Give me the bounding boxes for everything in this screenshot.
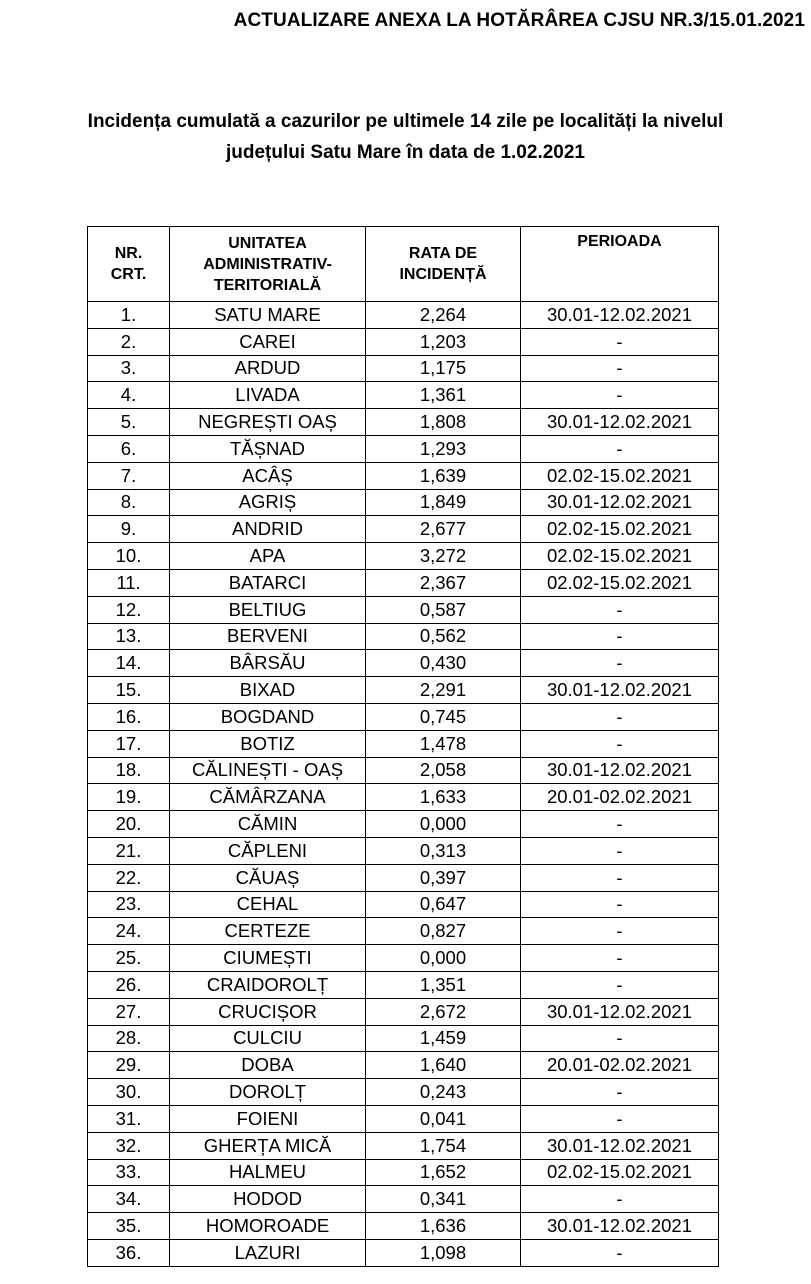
incidence-rate-cell: 1,640 <box>366 1052 521 1079</box>
unit-name-cell: CERTEZE <box>170 918 366 945</box>
row-number-cell: 25. <box>88 945 170 972</box>
table-row <box>88 1239 719 1266</box>
unit-name-cell: ARDUD <box>170 355 366 382</box>
unit-name-cell: APA <box>170 543 366 570</box>
incidence-rate-cell: 1,478 <box>366 730 521 757</box>
table-row <box>88 623 719 650</box>
row-number-cell: 27. <box>88 998 170 1025</box>
table-row <box>88 1159 719 1186</box>
period-cell: 02.02-15.02.2021 <box>521 543 719 570</box>
table-row <box>88 757 719 784</box>
header-rate-line-2: INCIDENȚĂ <box>399 266 487 283</box>
row-number-cell: 16. <box>88 703 170 730</box>
row-number-cell: 19. <box>88 784 170 811</box>
incidence-rate-cell: 0,397 <box>366 864 521 891</box>
table-row <box>88 837 719 864</box>
column-header-uat <box>170 227 366 302</box>
period-cell: 30.01-12.02.2021 <box>521 409 719 436</box>
period-cell: - <box>521 1186 719 1213</box>
row-number-cell: 3. <box>88 355 170 382</box>
row-number-cell: 4. <box>88 382 170 409</box>
incidence-rate-cell: 1,652 <box>366 1159 521 1186</box>
period-cell: 20.01-02.02.2021 <box>521 1052 719 1079</box>
unit-name-cell: TĂȘNAD <box>170 435 366 462</box>
unit-name-cell: LAZURI <box>170 1239 366 1266</box>
period-cell: 30.01-12.02.2021 <box>521 998 719 1025</box>
incidence-rate-cell: 0,341 <box>366 1186 521 1213</box>
row-number-cell: 22. <box>88 864 170 891</box>
incidence-rate-cell: 1,849 <box>366 489 521 516</box>
incidence-rate-cell: 2,264 <box>366 302 521 329</box>
unit-name-cell: CĂLINEȘTI - OAȘ <box>170 757 366 784</box>
period-cell: 30.01-12.02.2021 <box>521 677 719 704</box>
unit-name-cell: BIXAD <box>170 677 366 704</box>
period-cell: 02.02-15.02.2021 <box>521 516 719 543</box>
unit-name-cell: BOTIZ <box>170 730 366 757</box>
subtitle-line-2: județului Satu Mare în data de 1.02.2021 <box>225 142 585 163</box>
unit-name-cell: CĂUAȘ <box>170 864 366 891</box>
header-uat-line-1: UNITATEA <box>228 234 307 252</box>
unit-name-cell: HOMOROADE <box>170 1213 366 1240</box>
row-number-cell: 11. <box>88 569 170 596</box>
header-nr-line-2: CRT. <box>110 266 147 283</box>
row-number-cell: 18. <box>88 757 170 784</box>
table-row <box>88 328 719 355</box>
period-cell: - <box>521 355 719 382</box>
period-cell: 30.01-12.02.2021 <box>521 1132 719 1159</box>
unit-name-cell: SATU MARE <box>170 302 366 329</box>
incidence-rate-cell: 1,098 <box>366 1239 521 1266</box>
incidence-rate-cell: 0,827 <box>366 918 521 945</box>
unit-name-cell: BÂRSĂU <box>170 650 366 677</box>
unit-name-cell: CĂPLENI <box>170 837 366 864</box>
period-cell: 30.01-12.02.2021 <box>521 1213 719 1240</box>
unit-name-cell: BOGDAND <box>170 703 366 730</box>
period-cell: - <box>521 596 719 623</box>
unit-name-cell: CĂMÂRZANA <box>170 784 366 811</box>
row-number-cell: 33. <box>88 1159 170 1186</box>
table-row <box>88 1186 719 1213</box>
period-cell: 30.01-12.02.2021 <box>521 489 719 516</box>
incidence-rate-cell: 0,243 <box>366 1079 521 1106</box>
table-row <box>88 998 719 1025</box>
table-row <box>88 543 719 570</box>
period-cell: - <box>521 650 719 677</box>
row-number-cell: 10. <box>88 543 170 570</box>
incidence-rate-cell: 0,647 <box>366 891 521 918</box>
row-number-cell: 30. <box>88 1079 170 1106</box>
header-uat-line-2: ADMINISTRATIV- <box>203 255 332 273</box>
incidence-rate-cell: 1,351 <box>366 971 521 998</box>
period-cell: 30.01-12.02.2021 <box>521 302 719 329</box>
incidence-rate-cell: 0,745 <box>366 703 521 730</box>
incidence-rate-cell: 2,291 <box>366 677 521 704</box>
row-number-cell: 8. <box>88 489 170 516</box>
header-rate-line-1: RATA DE <box>408 245 478 262</box>
table-row <box>88 516 719 543</box>
column-header-nr <box>88 227 170 302</box>
unit-name-cell: BELTIUG <box>170 596 366 623</box>
incidence-rate-cell: 0,000 <box>366 811 521 838</box>
row-number-cell: 7. <box>88 462 170 489</box>
period-cell: - <box>521 1105 719 1132</box>
table-row <box>88 971 719 998</box>
table-row <box>88 596 719 623</box>
period-cell: 20.01-02.02.2021 <box>521 784 719 811</box>
row-number-cell: 14. <box>88 650 170 677</box>
column-header-period: PERIOADA <box>521 227 719 302</box>
incidence-rate-cell: 0,562 <box>366 623 521 650</box>
table-row <box>88 650 719 677</box>
period-cell: 02.02-15.02.2021 <box>521 569 719 596</box>
period-cell: - <box>521 945 719 972</box>
table-row <box>88 1132 719 1159</box>
period-cell: - <box>521 623 719 650</box>
table-row <box>88 489 719 516</box>
incidence-rate-cell: 2,367 <box>366 569 521 596</box>
table-row <box>88 945 719 972</box>
table-row <box>88 569 719 596</box>
unit-name-cell: BATARCI <box>170 569 366 596</box>
unit-name-cell: LIVADA <box>170 382 366 409</box>
incidence-rate-cell: 0,041 <box>366 1105 521 1132</box>
table-row <box>88 891 719 918</box>
unit-name-cell: AGRIȘ <box>170 489 366 516</box>
table-row <box>88 811 719 838</box>
row-number-cell: 6. <box>88 435 170 462</box>
incidence-rate-cell: 1,459 <box>366 1025 521 1052</box>
incidence-rate-cell: 0,430 <box>366 650 521 677</box>
row-number-cell: 32. <box>88 1132 170 1159</box>
period-cell: 30.01-12.02.2021 <box>521 757 719 784</box>
unit-name-cell: BERVENI <box>170 623 366 650</box>
period-cell: - <box>521 918 719 945</box>
table-row <box>88 382 719 409</box>
incidence-rate-cell: 2,672 <box>366 998 521 1025</box>
table-row <box>88 784 719 811</box>
incidence-rate-cell: 0,313 <box>366 837 521 864</box>
table-row <box>88 703 719 730</box>
table-row <box>88 1025 719 1052</box>
period-cell: - <box>521 703 719 730</box>
incidence-rate-cell: 1,636 <box>366 1213 521 1240</box>
unit-name-cell: DOROLȚ <box>170 1079 366 1106</box>
table-row <box>88 1105 719 1132</box>
row-number-cell: 5. <box>88 409 170 436</box>
row-number-cell: 31. <box>88 1105 170 1132</box>
period-cell: - <box>521 891 719 918</box>
column-header-rate <box>366 227 521 302</box>
header-uat-line-3: TERITORIALĂ <box>213 276 322 294</box>
document-subtitle <box>0 106 811 168</box>
incidence-rate-cell: 1,754 <box>366 1132 521 1159</box>
table-row <box>88 677 719 704</box>
unit-name-cell: NEGREȘTI OAȘ <box>170 409 366 436</box>
row-number-cell: 2. <box>88 328 170 355</box>
incidence-rate-cell: 0,000 <box>366 945 521 972</box>
incidence-rate-cell: 1,203 <box>366 328 521 355</box>
period-cell: - <box>521 864 719 891</box>
row-number-cell: 34. <box>88 1186 170 1213</box>
row-number-cell: 23. <box>88 891 170 918</box>
row-number-cell: 17. <box>88 730 170 757</box>
row-number-cell: 9. <box>88 516 170 543</box>
table-row <box>88 730 719 757</box>
document-header-title: ACTUALIZARE ANEXA LA HOTĂRÂREA CJSU NR.3/15.01.2021 <box>233 10 805 31</box>
row-number-cell: 1. <box>88 302 170 329</box>
table-row <box>88 1079 719 1106</box>
unit-name-cell: ANDRID <box>170 516 366 543</box>
table-row <box>88 435 719 462</box>
table-body <box>88 302 719 1267</box>
unit-name-cell: CULCIU <box>170 1025 366 1052</box>
table-header-row <box>88 227 719 302</box>
incidence-table <box>87 226 719 1267</box>
table-row <box>88 302 719 329</box>
row-number-cell: 36. <box>88 1239 170 1266</box>
row-number-cell: 15. <box>88 677 170 704</box>
period-cell: - <box>521 837 719 864</box>
period-cell: - <box>521 1025 719 1052</box>
period-cell: 02.02-15.02.2021 <box>521 462 719 489</box>
unit-name-cell: DOBA <box>170 1052 366 1079</box>
row-number-cell: 12. <box>88 596 170 623</box>
unit-name-cell: HODOD <box>170 1186 366 1213</box>
row-number-cell: 28. <box>88 1025 170 1052</box>
period-cell: - <box>521 730 719 757</box>
unit-name-cell: CĂMIN <box>170 811 366 838</box>
period-cell: - <box>521 328 719 355</box>
period-cell: - <box>521 382 719 409</box>
unit-name-cell: CAREI <box>170 328 366 355</box>
unit-name-cell: CIUMEȘTI <box>170 945 366 972</box>
period-cell: - <box>521 435 719 462</box>
table-row <box>88 1213 719 1240</box>
incidence-rate-cell: 1,639 <box>366 462 521 489</box>
row-number-cell: 26. <box>88 971 170 998</box>
incidence-rate-cell: 2,058 <box>366 757 521 784</box>
period-cell: - <box>521 1239 719 1266</box>
incidence-rate-cell: 3,272 <box>366 543 521 570</box>
unit-name-cell: CRUCIȘOR <box>170 998 366 1025</box>
row-number-cell: 29. <box>88 1052 170 1079</box>
incidence-rate-cell: 1,633 <box>366 784 521 811</box>
table-row <box>88 409 719 436</box>
table-row <box>88 355 719 382</box>
unit-name-cell: HALMEU <box>170 1159 366 1186</box>
unit-name-cell: ACÂȘ <box>170 462 366 489</box>
row-number-cell: 21. <box>88 837 170 864</box>
table-row <box>88 1052 719 1079</box>
unit-name-cell: CRAIDOROLȚ <box>170 971 366 998</box>
table-row <box>88 918 719 945</box>
row-number-cell: 20. <box>88 811 170 838</box>
period-cell: - <box>521 971 719 998</box>
incidence-rate-cell: 0,587 <box>366 596 521 623</box>
table-row <box>88 462 719 489</box>
row-number-cell: 24. <box>88 918 170 945</box>
unit-name-cell: CEHAL <box>170 891 366 918</box>
row-number-cell: 35. <box>88 1213 170 1240</box>
incidence-rate-cell: 1,361 <box>366 382 521 409</box>
table-row <box>88 864 719 891</box>
period-cell: - <box>521 811 719 838</box>
header-nr-line-1: NR. <box>114 245 143 262</box>
row-number-cell: 13. <box>88 623 170 650</box>
unit-name-cell: GHERȚA MICĂ <box>170 1132 366 1159</box>
unit-name-cell: FOIENI <box>170 1105 366 1132</box>
period-cell: - <box>521 1079 719 1106</box>
period-cell: 02.02-15.02.2021 <box>521 1159 719 1186</box>
incidence-rate-cell: 2,677 <box>366 516 521 543</box>
incidence-rate-cell: 1,293 <box>366 435 521 462</box>
incidence-rate-cell: 1,808 <box>366 409 521 436</box>
incidence-rate-cell: 1,175 <box>366 355 521 382</box>
subtitle-line-1: Incidența cumulată a cazurilor pe ultimele 14 zile pe localități la nivelul <box>87 111 724 132</box>
